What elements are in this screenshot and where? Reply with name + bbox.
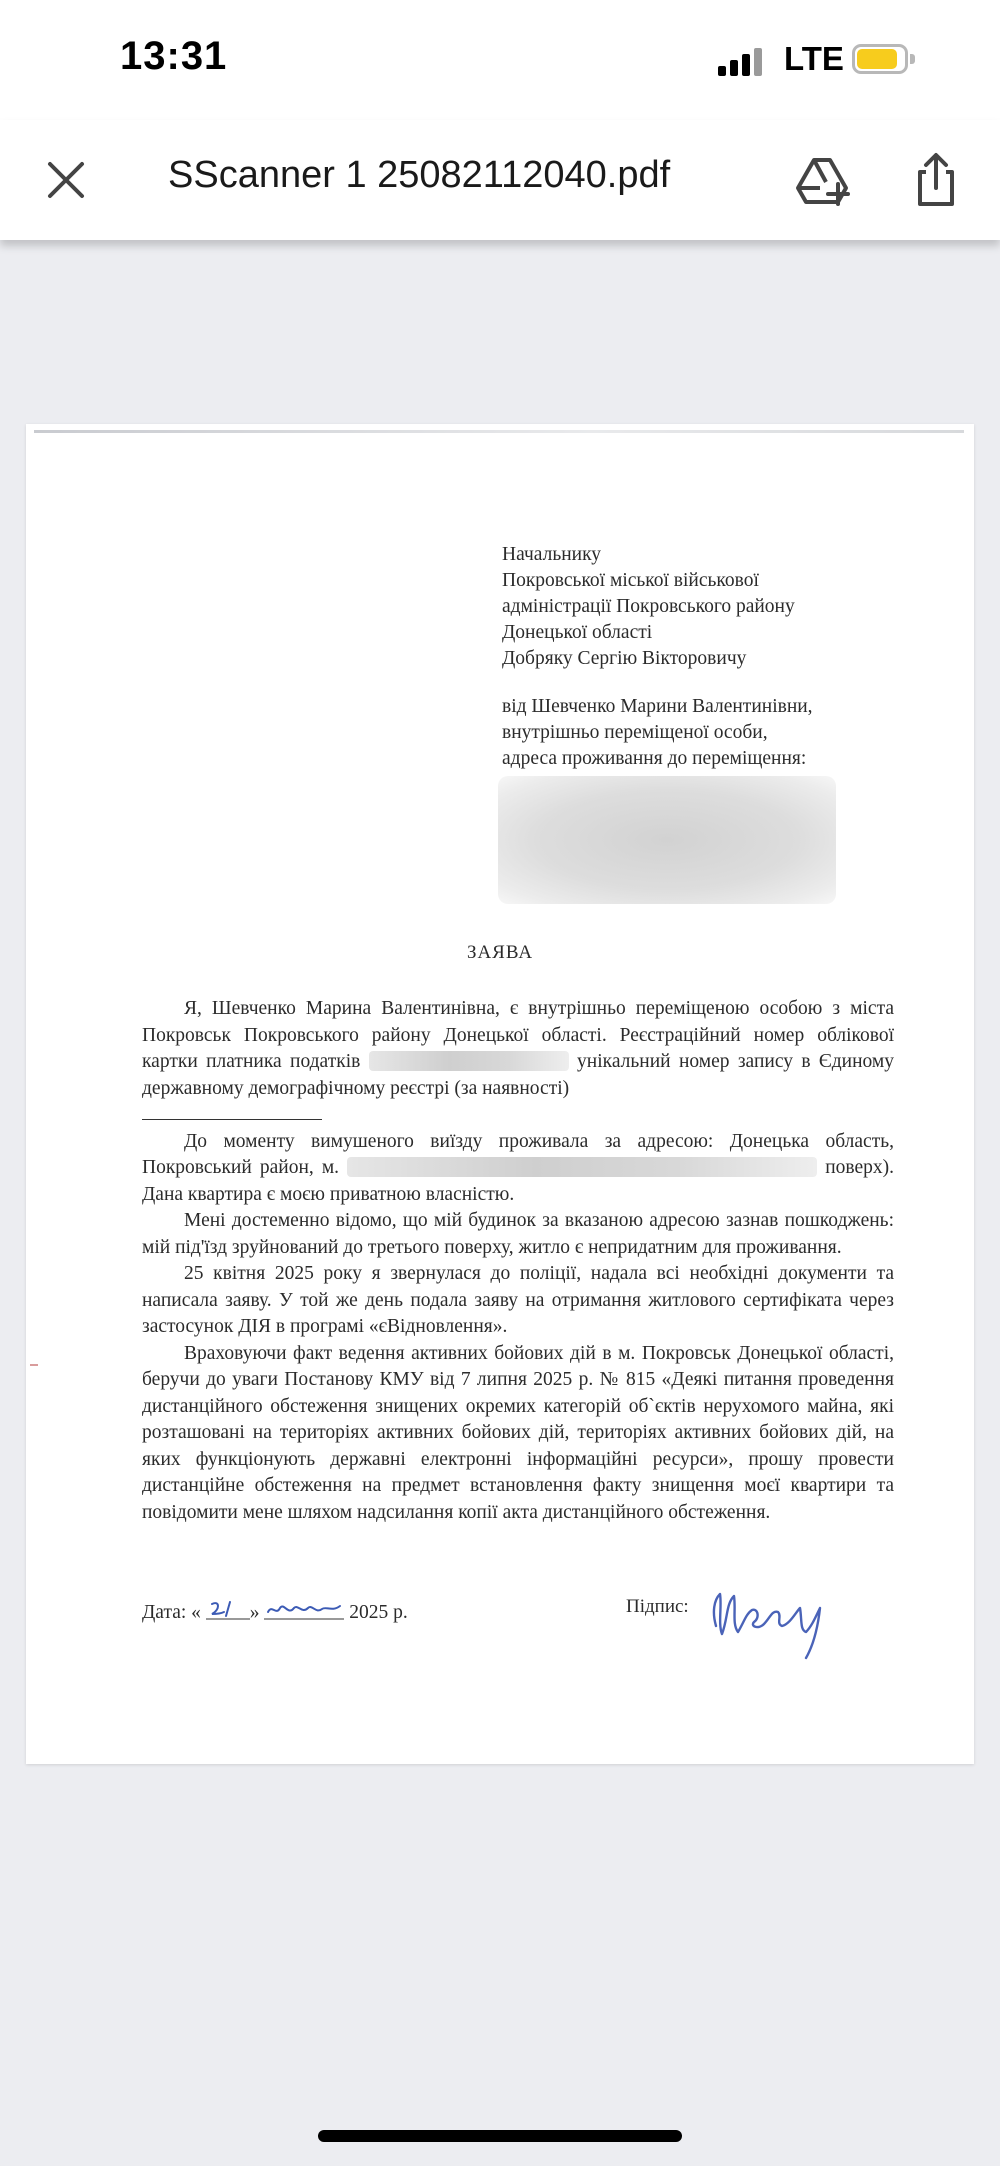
addressee-line: Донецької області [502,622,653,643]
signature [702,1574,872,1664]
signature-label: Підпис: [626,1596,689,1617]
paragraph: Мені достеменно відомо, що мій будинок за вказаною адресою зазнав пошкоджень: мій під'їзд зруйнований до третього поверху, житло є непридатним для проживання. [142,1210,894,1258]
addressee-line: Добряку Сергію Вікторовичу [502,648,747,669]
addressee-line: Начальнику [502,544,602,565]
home-indicator[interactable] [318,2130,682,2142]
addressee-line: Покровської міської військової [502,570,759,591]
sender-line: адреса проживання до переміщення: [502,748,807,769]
network-type: LTE [784,40,844,77]
close-button[interactable] [36,150,96,210]
close-icon [36,150,96,210]
share-icon [906,148,966,212]
cellular-signal-icon [718,46,762,76]
sender-block [502,694,813,772]
redacted-address-inline [347,1157,817,1177]
paragraph: 25 квітня 2025 року я звернулася до поліції, надала всі необхідні документи та написала заяву. У той же день подала заяву на отримання житлового сертифіката через застосунок ДІЯ в програмі «єВідновлення». [142,1263,894,1337]
add-to-drive-button[interactable] [790,148,854,212]
document-heading: ЗАЯВА [466,942,534,963]
date-line: Дата: « » 2025 р. [142,1598,408,1624]
battery-icon [852,44,916,76]
handwritten-day [206,1598,250,1622]
sender-line: від Шевченко Марини Валентинівни, [502,696,813,717]
battery-level [857,49,897,69]
pdf-page[interactable] [26,424,974,1764]
scan-edge [34,430,964,433]
handwritten-month [264,1598,344,1622]
redacted-address [498,776,836,904]
addressee-block [502,542,795,672]
status-bar [0,0,1000,120]
viewer-toolbar [0,120,1000,240]
paragraph: До моменту вимушеного виїзду проживала за адресою: Донецька область, Покровський район, м. поверх). Дана квартира є моєю приватною власністю. [142,1130,895,1205]
blank-line [142,1119,322,1120]
sender-line: внутрішньо переміщеної особи, [502,722,768,743]
share-button[interactable] [906,148,966,212]
scan-mark [30,1364,38,1366]
addressee-line: адміністрації Покровського району [502,596,795,617]
document-title: SScanner 1 25082112040.pdf [168,154,671,196]
paragraph: Враховуючи факт ведення активних бойових дій в м. Покровськ Донецької області, беручи до уваги Постанову КМУ від 7 липня 2025 р. № 815 «Деякі питання проведення дистанційного обстеження знищених окремих категорій об`єктів нерухомого майна, які розташовані на територіях активних бойових дій, територіях активних бойових дій, на яких функціонують державні електронні інформаційні ресурси», прошу провести дистанційне обстеження на предмет встановлення факту знищення моєї квартири та повідомити мене шляхом надсилання копії акта дистанційного обстеження. [142,1342,894,1523]
redacted-number [369,1051,569,1071]
document-body [142,996,894,1526]
status-time: 13:31 [120,34,228,78]
paragraph: Я, Шевченко Марина Валентинівна, є внутрішньо переміщеною особою з міста Покровськ Покровського району Донецької області. Реєстраційний номер облікової картки платника податків унікальний номер запису в Єдиному державному демографічному реєстрі (за наявності) [142,996,894,1129]
add-to-drive-icon [790,148,854,212]
